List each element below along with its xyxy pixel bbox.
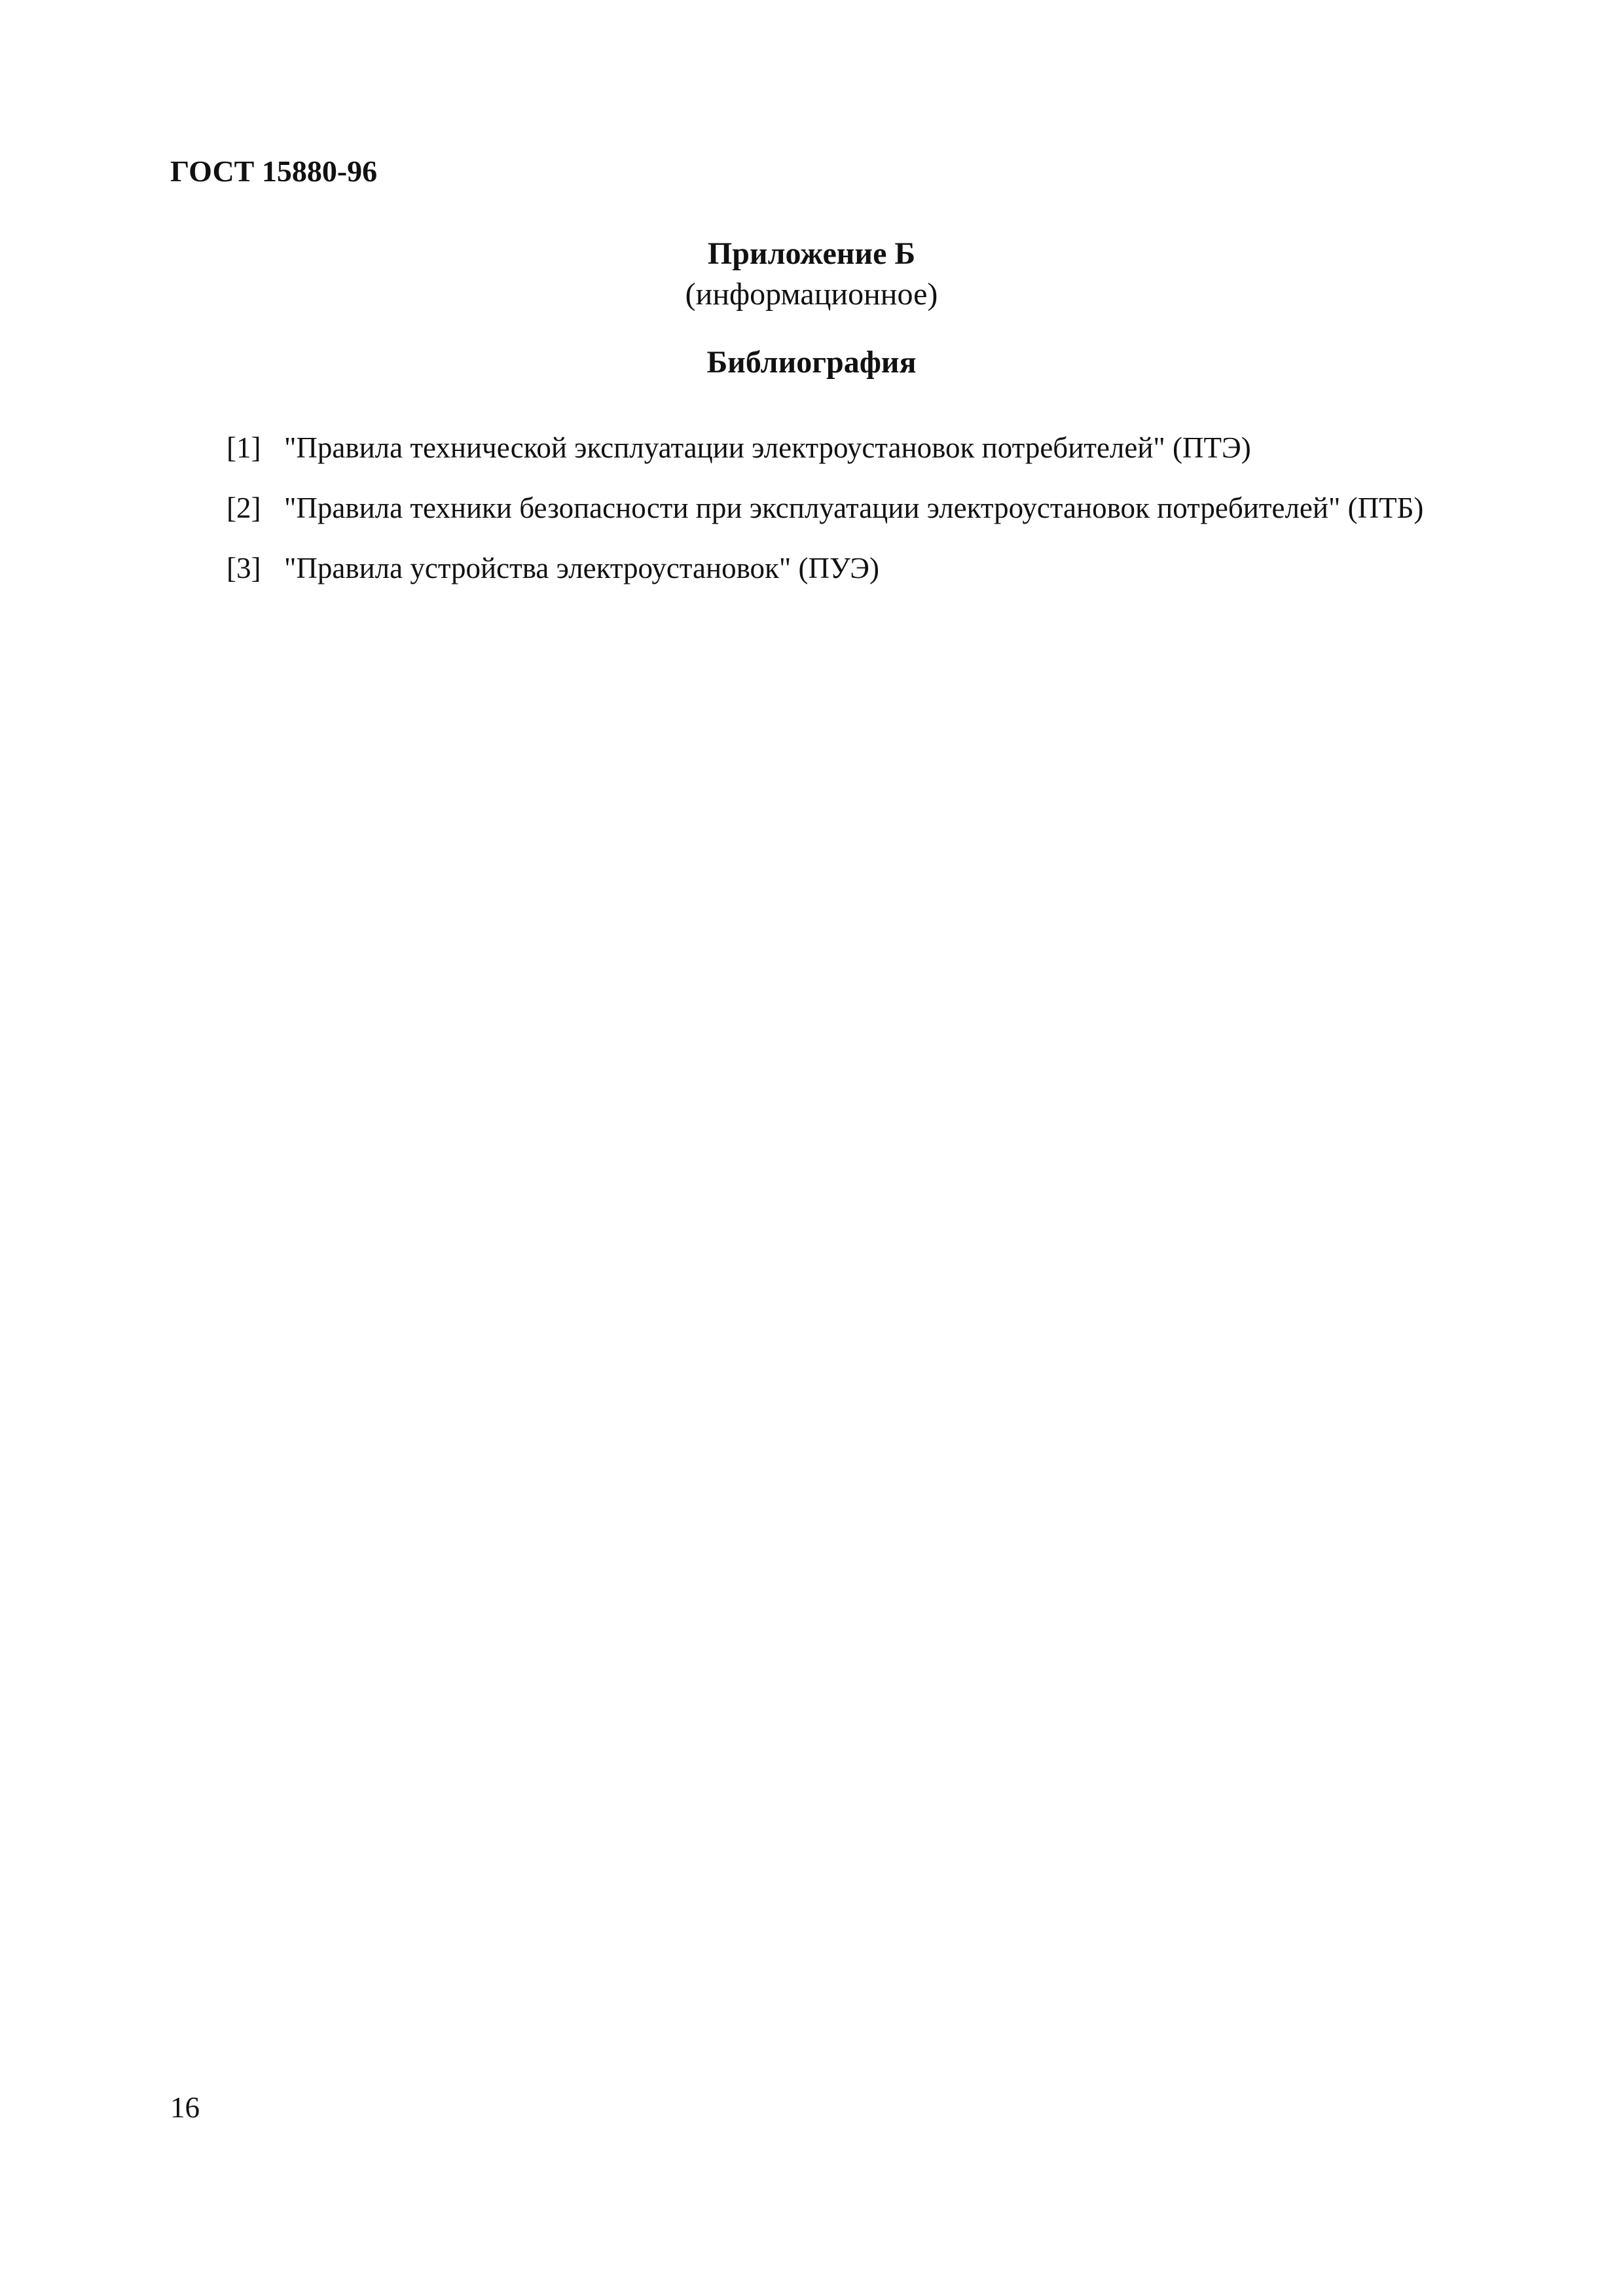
- page-number: 16: [170, 2091, 200, 2124]
- bibliography-item: [227, 548, 1423, 588]
- document-code: ГОСТ 15880-96: [170, 154, 378, 188]
- appendix-header: [0, 233, 1623, 314]
- bibliography-item-number: [1]: [227, 431, 261, 464]
- appendix-title: Приложение Б: [707, 236, 916, 271]
- bibliography-item-text: "Правила устройства электроустановок" (ПУЭ): [284, 552, 879, 584]
- bibliography-item-number: [2]: [227, 492, 261, 524]
- bibliography-item-text: "Правила технической эксплуатации электроустановок потребителей" (ПТЭ): [284, 431, 1251, 464]
- bibliography-item-text: "Правила техники безопасности при эксплуатации электроустановок потребителей" (ПТБ): [284, 492, 1424, 524]
- bibliography-list: [227, 428, 1423, 609]
- bibliography-item-number: [3]: [227, 552, 261, 584]
- bibliography-item: [227, 428, 1423, 467]
- bibliography-item: [227, 488, 1423, 528]
- bibliography-heading: Библиография: [706, 345, 917, 380]
- appendix-type: (информационное): [685, 277, 938, 312]
